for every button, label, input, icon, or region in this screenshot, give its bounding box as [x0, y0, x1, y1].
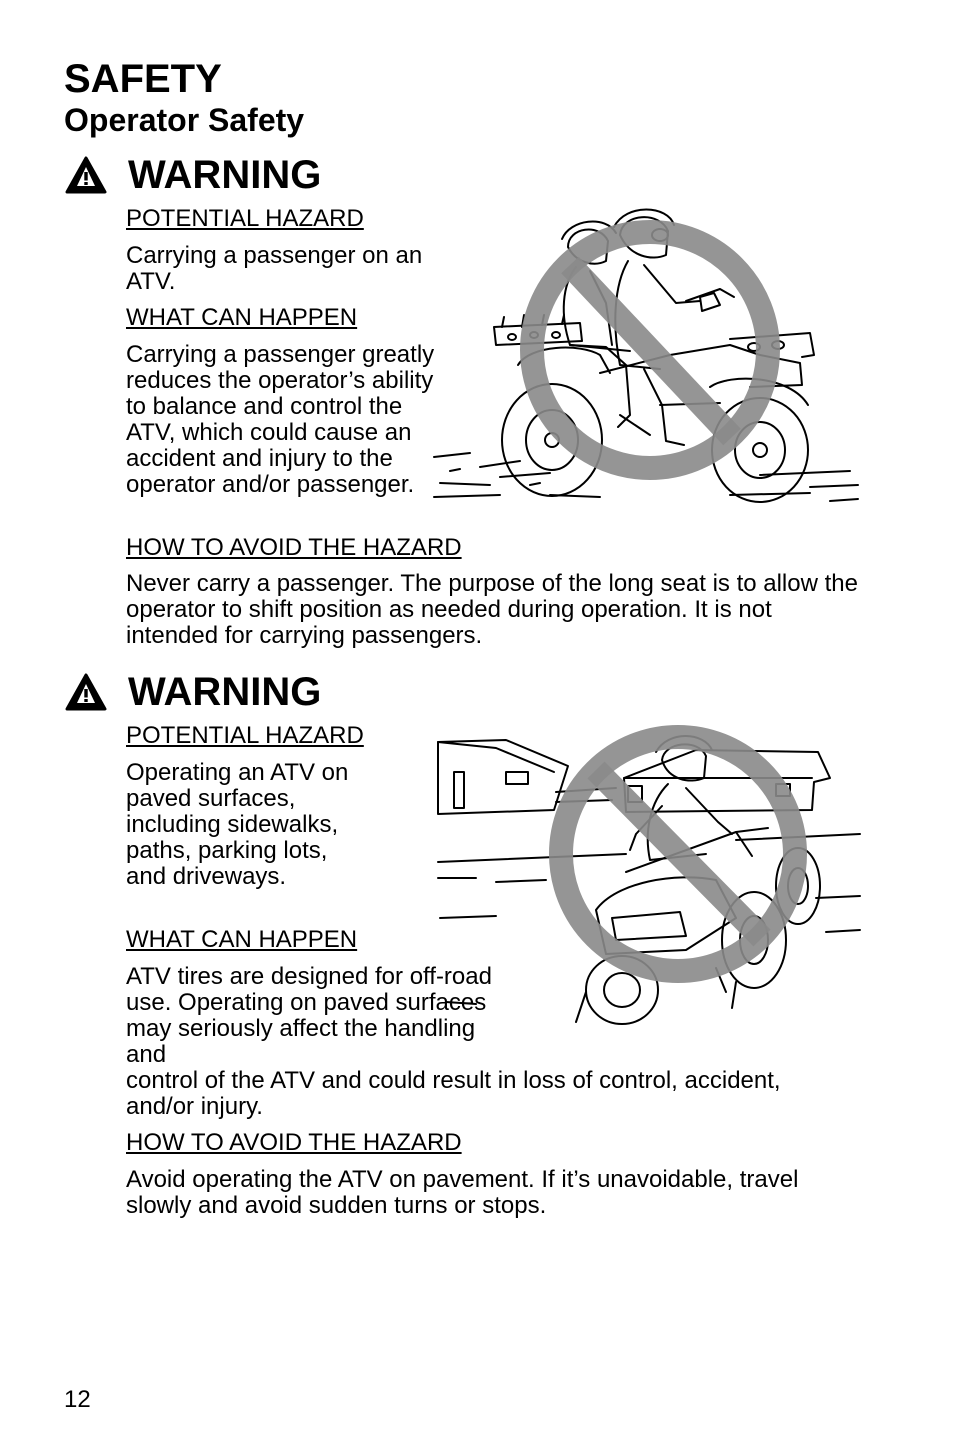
- passenger-atv-illustration: [430, 205, 862, 507]
- warning-header-1: [64, 150, 321, 200]
- warning-triangle-icon: [64, 155, 108, 195]
- potential-hazard-text: Carrying a passenger on an ATV.: [126, 242, 423, 295]
- what-can-happen-text: Carrying a passenger greatly reduces the operator’s ability to balance and control the ATV, which could cause an accident and injury to the operator and/or passenger.: [126, 341, 435, 498]
- what-can-happen-label: WHAT CAN HAPPEN: [126, 926, 358, 953]
- warning-title: WARNING: [128, 153, 322, 197]
- how-to-avoid-label: HOW TO AVOID THE HAZARD: [126, 534, 462, 561]
- what-can-happen-text: ATV tires are designed for off-road use. Operating on paved surfaces may seriously affect the handling and: [126, 963, 492, 1068]
- what-can-happen-label: WHAT CAN HAPPEN: [126, 304, 358, 331]
- page-number: 12: [64, 1386, 91, 1413]
- warning-triangle-icon: [64, 672, 108, 712]
- pavement-atv-illustration: [436, 722, 862, 1032]
- potential-hazard-label: POTENTIAL HAZARD: [126, 205, 364, 232]
- warning-header-2: [64, 667, 321, 717]
- prohibition-sign-icon: [532, 232, 768, 468]
- how-to-avoid-label: HOW TO AVOID THE HAZARD: [126, 1129, 462, 1156]
- potential-hazard-label: POTENTIAL HAZARD: [126, 722, 364, 749]
- how-to-avoid-text: Avoid operating the ATV on pavement. If it’s unavoidable, travel slowly and avoid sudden turns or stops.: [126, 1166, 799, 1219]
- section-title: Operator Safety: [64, 102, 305, 138]
- what-can-happen-text-continued: control of the ATV and could result in loss of control, accident, and/or injury.: [126, 1067, 781, 1120]
- how-to-avoid-text: Never carry a passenger. The purpose of the long seat is to allow the operator to shift position as needed during operation. It is not intended for carrying passengers.: [126, 570, 858, 649]
- warning-title: WARNING: [128, 670, 322, 714]
- potential-hazard-text: Operating an ATV on paved surfaces, including sidewalks, paths, parking lots, and driveways.: [126, 759, 349, 890]
- page-title: SAFETY: [64, 57, 222, 101]
